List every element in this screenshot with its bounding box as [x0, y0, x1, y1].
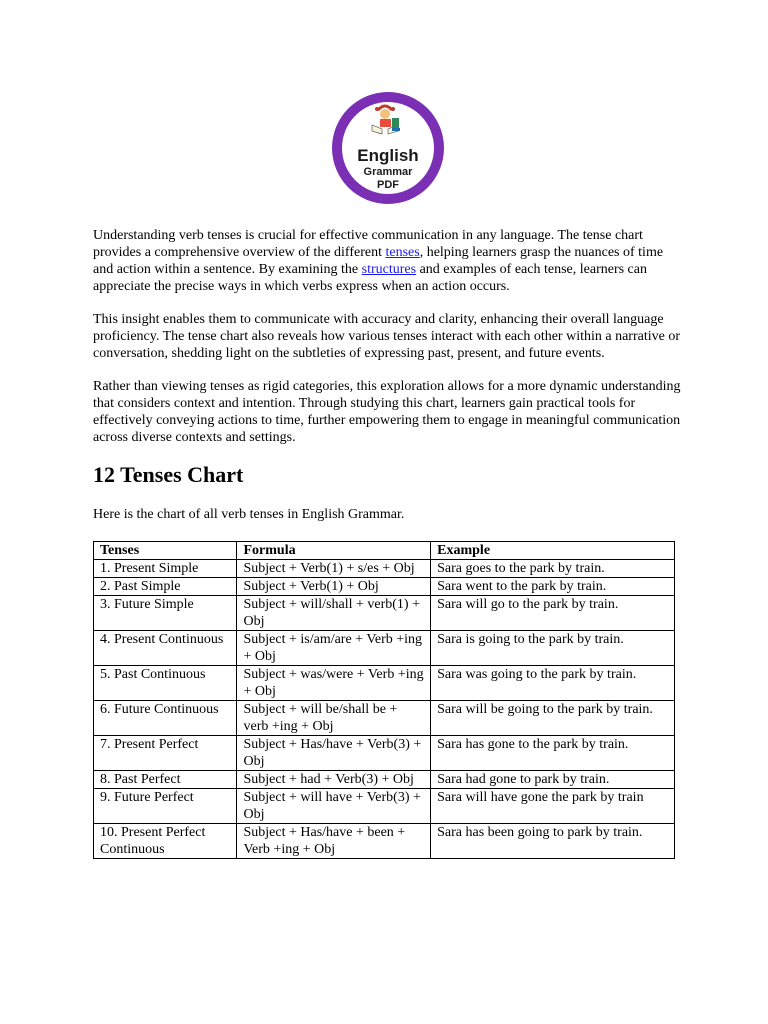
formula-cell: Subject + will be/shall be + verb +ing + Obj — [237, 701, 431, 736]
tenses-link[interactable]: tenses — [385, 245, 420, 260]
formula-cell: Subject + Verb(1) + Obj — [237, 578, 431, 596]
example-cell: Sara was going to the park by train. — [431, 666, 675, 701]
chart-intro: Here is the chart of all verb tenses in English Grammar. — [93, 507, 405, 522]
tense-cell: 8. Past Perfect — [94, 771, 237, 789]
tenses-table — [93, 541, 675, 859]
tense-cell: 7. Present Perfect — [94, 736, 237, 771]
formula-cell: Subject + had + Verb(3) + Obj — [237, 771, 431, 789]
table-row — [94, 824, 675, 859]
table-row — [94, 596, 675, 631]
article-content — [93, 227, 683, 859]
example-cell: Sara had gone to park by train. — [431, 771, 675, 789]
logo-text-english: English — [357, 146, 419, 165]
formula-cell: Subject + was/were + Verb +ing + Obj — [237, 666, 431, 701]
table-row — [94, 771, 675, 789]
tense-cell: 5. Past Continuous — [94, 666, 237, 701]
table-row — [94, 701, 675, 736]
tense-cell: 10. Present Perfect Continuous — [94, 824, 237, 859]
table-header-row — [94, 542, 675, 560]
paragraph-intro: Understanding verb tenses is crucial for effective communication in any language. The tense chart provides a comprehensive overview of the different tenses, helping learners grasp the nuances of time and action within a sentence. By examining the structures and examples of each tense, learners can appreciate the precise ways in which verbs express when an action occurs. — [93, 228, 664, 294]
table-row — [94, 578, 675, 596]
example-cell: Sara will have gone the park by train — [431, 789, 675, 824]
table-row — [94, 736, 675, 771]
logo-text-grammar: Grammar — [363, 166, 413, 178]
tense-cell: 9. Future Perfect — [94, 789, 237, 824]
formula-cell: Subject + Has/have + been + Verb +ing + Obj — [237, 824, 431, 859]
section-heading: 12 Tenses Chart — [93, 462, 244, 487]
formula-cell: Subject + will/shall + verb(1) + Obj — [237, 596, 431, 631]
table-row — [94, 666, 675, 701]
example-cell: Sara goes to the park by train. — [431, 560, 675, 578]
example-cell: Sara has been going to park by train. — [431, 824, 675, 859]
header-tenses: Tenses — [94, 542, 237, 560]
formula-cell: Subject + is/am/are + Verb +ing + Obj — [237, 631, 431, 666]
formula-cell: Subject + will have + Verb(3) + Obj — [237, 789, 431, 824]
paragraph-dynamic: Rather than viewing tenses as rigid categories, this exploration allows for a more dynamic understanding that considers context and intention. Through studying this chart, learners gain practical tools for effectively conveying actions to time, further empowering them to engage in meaningful communication across diverse contexts and settings. — [93, 379, 681, 445]
structures-link[interactable]: structures — [361, 262, 417, 277]
tense-cell: 6. Future Continuous — [94, 701, 237, 736]
table-row — [94, 560, 675, 578]
example-cell: Sara has gone to the park by train. — [431, 736, 675, 771]
example-cell: Sara went to the park by train. — [431, 578, 675, 596]
header-example: Example — [431, 542, 675, 560]
tense-cell: 1. Present Simple — [94, 560, 237, 578]
english-grammar-pdf-logo — [328, 88, 448, 208]
table-row — [94, 789, 675, 824]
example-cell: Sara will be going to the park by train. — [431, 701, 675, 736]
paragraph-insight: This insight enables them to communicate with accuracy and clarity, enhancing their overall language proficiency. The tense chart also reveals how various tenses interact with each other within a narrative or conversation, shedding light on the subtleties of expressing past, present, and future events. — [93, 312, 680, 361]
tense-cell: 3. Future Simple — [94, 596, 237, 631]
logo-text-pdf: PDF — [377, 179, 399, 191]
header-formula: Formula — [237, 542, 431, 560]
example-cell: Sara is going to the park by train. — [431, 631, 675, 666]
formula-cell: Subject + Verb(1) + s/es + Obj — [237, 560, 431, 578]
tense-cell: 2. Past Simple — [94, 578, 237, 596]
formula-cell: Subject + Has/have + Verb(3) + Obj — [237, 736, 431, 771]
example-cell: Sara will go to the park by train. — [431, 596, 675, 631]
table-row — [94, 631, 675, 666]
tense-cell: 4. Present Continuous — [94, 631, 237, 666]
